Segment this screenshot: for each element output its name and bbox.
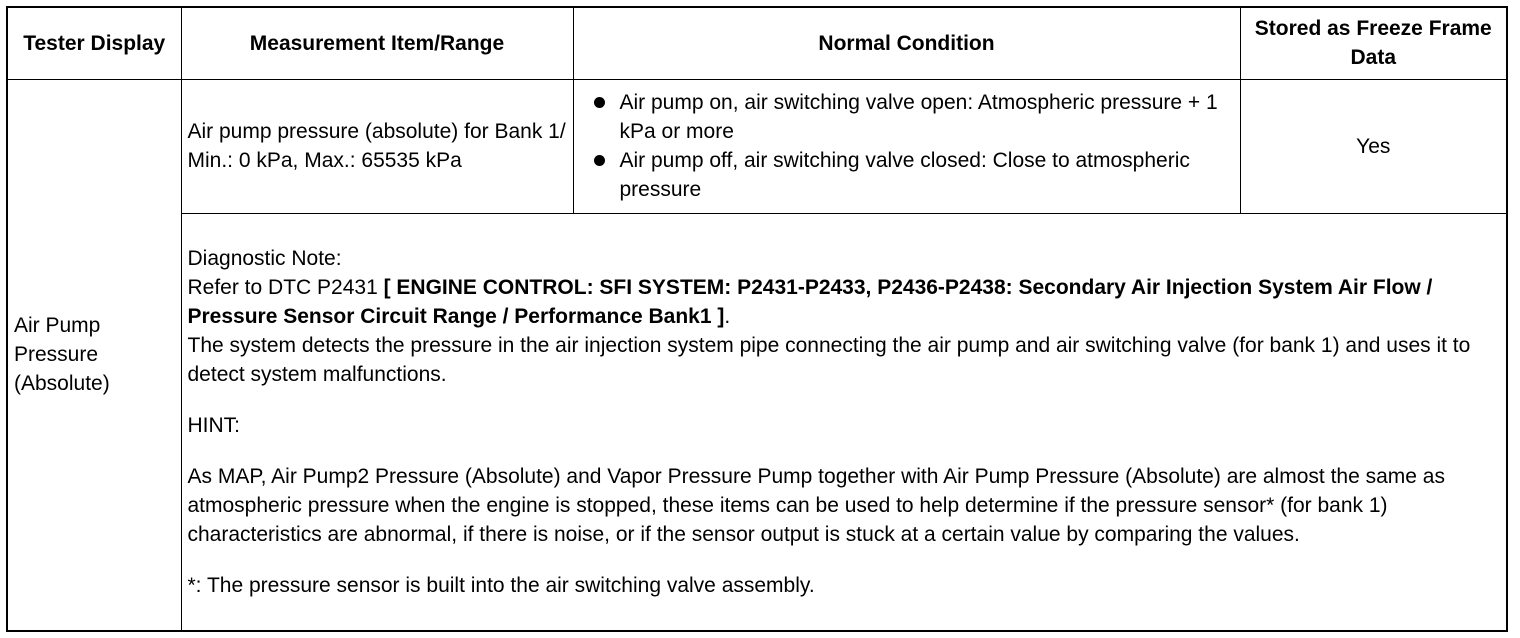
hint-label: HINT: <box>187 413 240 437</box>
note-reference: Refer to DTC P2431 [ ENGINE CONTROL: SFI SYSTEM: P2431-P2433, P2436-P2438: Secondary Air Injection System Air Flow / Pressure Sensor Circuit Range / Performance Bank1 ]. <box>187 275 1433 328</box>
measurement-line-2: Min.: 0 kPa, Max.: 65535 kPa <box>187 149 462 172</box>
diagnostic-note-row <box>7 213 1507 631</box>
note-description: The system detects the pressure in the air injection system pipe connecting the air pump and air switching valve (for bank 1) and uses it to detect system malfunctions. <box>187 333 1471 386</box>
freeze-frame-cell <box>1240 79 1507 213</box>
measurement-line-1: Air pump pressure (absolute) for Bank 1/ <box>187 120 566 143</box>
hint-text: As MAP, Air Pump2 Pressure (Absolute) and Vapor Pressure Pump together with Air Pump Pressure (Absolute) are almost the same as atmospheric pressure when the engine is stopped, these items can be used to help determine if the pressure sensor* (for bank 1) characteristics are abnormal, if there is noise, or if the sensor output is stuck at a certain value by comparing the values. <box>187 464 1445 546</box>
header-freeze-frame: Stored as Freeze Frame Data <box>1240 7 1507 79</box>
tester-display-value: Air Pump Pressure (Absolute) <box>14 314 110 396</box>
freeze-frame-value: Yes <box>1356 134 1391 158</box>
header-normal-condition: Normal Condition <box>573 7 1240 79</box>
note-title: Diagnostic Note: <box>187 246 342 270</box>
list-item: Air pump on, air switching valve open: Atmospheric pressure + 1 kPa or more <box>580 88 1234 146</box>
diagnostic-note-cell <box>181 213 1507 631</box>
header-measurement-item: Measurement Item/Range <box>181 7 573 79</box>
data-list-table <box>6 6 1508 632</box>
measurement-cell <box>181 79 573 213</box>
table-row <box>7 79 1507 213</box>
tester-display-cell <box>7 79 181 631</box>
header-tester-display: Tester Display <box>7 7 181 79</box>
normal-condition-cell <box>573 79 1240 213</box>
dtc-reference-link[interactable]: [ ENGINE CONTROL: SFI SYSTEM: P2431-P2433, P2436-P2438: Secondary Air Injection System Air Flow / Pressure Sensor Circuit Range / Performance Bank1 ] <box>187 275 1433 328</box>
bullet-icon <box>594 155 605 166</box>
footnote: *: The pressure sensor is built into the air switching valve assembly. <box>187 573 815 597</box>
header-row <box>7 7 1507 79</box>
bullet-icon <box>594 97 605 108</box>
normal-condition-list <box>580 88 1234 204</box>
list-item: Air pump off, air switching valve closed: Close to atmospheric pressure <box>580 146 1234 204</box>
